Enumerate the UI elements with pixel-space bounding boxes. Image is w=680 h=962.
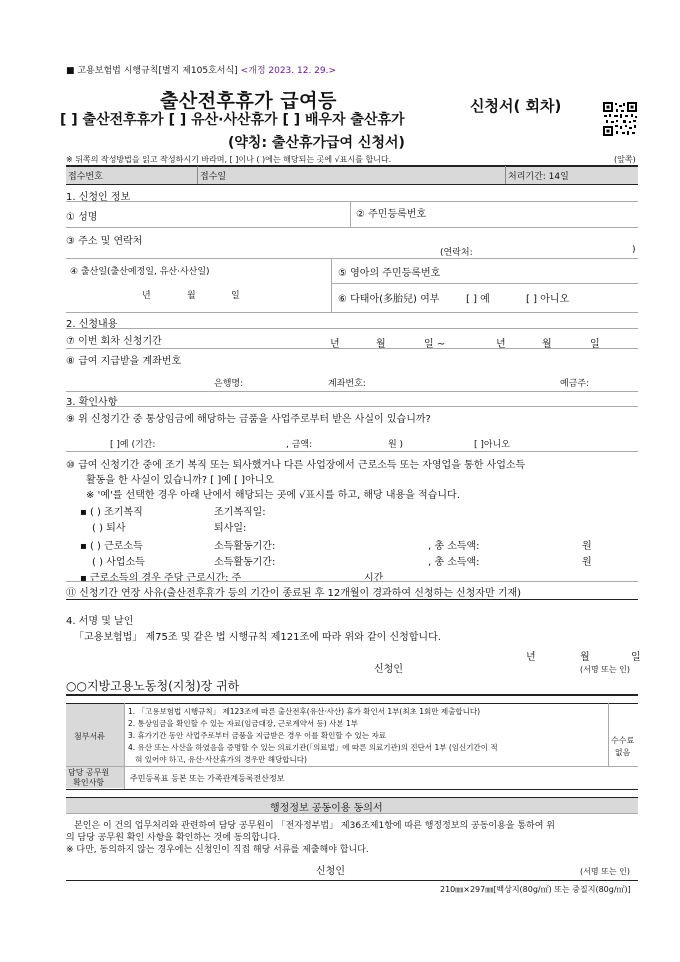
weekly-hours-label[interactable]: ▪ 근로소득의 경우 주당 근로시간: 주 <box>80 573 242 584</box>
multi-no-checkbox[interactable]: [ ] 아니오 <box>526 294 570 305</box>
period-month-to[interactable]: 월 <box>542 339 552 350</box>
divider <box>350 201 351 227</box>
title-sub: [ ] 출산전후휴가 [ ] 유산·사산휴가 [ ] 배우자 출산휴가 <box>60 112 405 128</box>
attachments-label: 첨부서류 <box>74 732 105 741</box>
rule <box>66 789 638 790</box>
biz-income-checkbox[interactable]: ( ) 사업소득 <box>92 557 145 568</box>
q10-text-line1: ⑩ 급여 신청기간 중에 조기 복직 또는 퇴사했거나 다른 사업장에서 근로소득 또는 자영업을 통한 사업소득 <box>66 460 526 471</box>
rule <box>66 406 638 407</box>
early-return-checkbox[interactable]: ▪ ( ) 조기복직 <box>80 507 143 518</box>
rule <box>331 283 638 284</box>
resign-checkbox[interactable]: ( ) 퇴사 <box>92 523 126 534</box>
rule <box>66 703 638 704</box>
consent-line1: 본인은 이 건의 업무처리와 관련하여 담당 공무원이 「전자정부법」 제36조제1항에 따른 행정정보의 공동이용을 통하여 위 <box>74 821 555 831</box>
attachment-item: 2. 통상임금을 확인할 수 있는 자료(임금대장, 근로계약서 등) 사본 1부 <box>128 719 358 728</box>
address-label[interactable]: ③ 주소 및 연락처 <box>66 236 143 247</box>
front-label: (앞쪽) <box>614 155 636 164</box>
contact-label[interactable]: (연락처: <box>440 248 473 258</box>
rule <box>66 813 638 814</box>
consent-line2: 의 담당 공무원 확인 사항을 확인하는 것에 동의합니다. <box>66 833 281 843</box>
labor-income-total[interactable]: , 총 소득액: <box>428 541 480 552</box>
statement: 「고용보험법」 제75조 및 같은 법 시행규칙 제121조에 따라 위와 같이 신청합니다. <box>74 632 441 643</box>
rule <box>66 391 638 392</box>
baby-rrn-label[interactable]: ⑤ 영아의 주민등록번호 <box>338 268 441 279</box>
apply-label: 신청서( 회차) <box>470 97 562 115</box>
account-number-field[interactable]: 계좌번호: <box>328 379 366 389</box>
signature-field[interactable]: (서명 또는 인) <box>580 665 630 674</box>
form-reference <box>66 63 336 76</box>
q9-won: 원 ) <box>388 440 404 450</box>
period-month-from[interactable]: 월 <box>376 339 386 350</box>
sign-month[interactable]: 월 <box>580 652 590 663</box>
fee-info <box>611 735 634 759</box>
rule <box>66 599 638 600</box>
multi-yes-checkbox[interactable]: [ ] 예 <box>466 294 490 305</box>
birth-label[interactable]: ④ 출산일(출산예정일, 유산·사산일) <box>70 267 210 277</box>
birth-year: 년 <box>142 291 151 301</box>
title-alias: (약칭: 출산휴가급여 신청서) <box>228 135 405 151</box>
receipt-date: 접수일 <box>200 172 227 182</box>
sign-day[interactable]: 일 <box>631 652 641 663</box>
q9-text: ⑨ 위 신청기간 중 통상임금에 해당하는 금품을 사업주로부터 받은 사실이 있습니까? <box>66 414 431 425</box>
official-text: 주민등록표 등본 또는 가족관계등록전산정보 <box>130 774 285 783</box>
form-ref-text: ■ 고용보험법 시행규칙[별지 제105호서식] <box>66 66 238 76</box>
section3-title: 3. 확인사항 <box>66 397 118 408</box>
paper-spec: 210㎜×297㎜[백상지(80g/㎡) 또는 중질지(80g/㎡)] <box>440 885 631 894</box>
weekly-hours-unit: 시간 <box>364 573 384 584</box>
rule <box>66 258 638 259</box>
section2-title: 2. 신청내용 <box>66 319 118 330</box>
birth-day: 일 <box>231 291 240 301</box>
title-main: 출산전후휴가 급여등 <box>160 90 337 112</box>
biz-income-total[interactable]: , 총 소득액: <box>428 557 480 568</box>
official-label-line1: 담당 공무원 <box>68 768 110 777</box>
fee-label: 수수료 <box>611 736 635 745</box>
account-holder-field[interactable]: 예금주: <box>560 379 590 389</box>
sign-year[interactable]: 년 <box>526 652 536 663</box>
rule <box>66 797 638 798</box>
section1-title: 1. 신청인 정보 <box>66 192 131 203</box>
labor-income-won: 원 <box>582 541 592 552</box>
resign-date[interactable]: 퇴사일: <box>214 523 247 534</box>
q9-yes-checkbox[interactable]: [ ]예 (기간: <box>110 440 156 450</box>
fee-value: 없음 <box>614 748 631 757</box>
top-rule <box>66 165 638 167</box>
rule <box>66 880 638 881</box>
attachment-item: 4. 유산 또는 사산을 하였음을 증명할 수 있는 의료기관(「의료법」에 따른 의료기관)의 진단서 1부 (임신기간이 적 <box>128 743 498 752</box>
processing-period: 처리기간: 14일 <box>508 172 569 182</box>
attachment-item: 1. 「고용보험법 시행규칙」 제123조에 따른 출산전후(유산·사산) 휴가 확인서 1부(최초 1회만 제출합니다) <box>128 707 481 716</box>
consent-applicant: 신청인 <box>316 866 345 877</box>
rule <box>66 201 638 202</box>
divider <box>331 258 332 312</box>
q9-amount-field[interactable]: , 금액: <box>286 440 313 450</box>
qr-code-icon <box>602 101 638 137</box>
consent-line3: ※ 다만, 동의하지 않는 경우에는 신청인이 직접 해당 서류를 제출해야 합니다. <box>66 845 369 855</box>
official-label <box>68 768 109 788</box>
receipt-number: 접수번호 <box>68 172 103 182</box>
rule <box>66 328 638 329</box>
period-label: ⑦ 이번 회차 신청기간 <box>66 336 162 347</box>
q11-text[interactable]: ⑪ 신청기간 연장 사유(출산전후휴가 등의 기간이 종료된 후 12개월이 경과하여 신청하는 신청자만 기재) <box>66 588 522 599</box>
attachment-item: 3. 휴가기간 동안 사업주로부터 금품을 지급받은 경우 이를 확인할 수 있는 자료 <box>128 731 386 740</box>
q10-text-line2[interactable]: 활동을 한 사실이 있습니까? [ ]예 [ ]아니오 <box>86 475 275 486</box>
name-label[interactable]: ① 성명 <box>66 212 98 223</box>
period-day-to[interactable]: 일 <box>590 339 600 350</box>
period-year-from[interactable]: 년 <box>330 339 340 350</box>
divider <box>197 166 198 184</box>
multi-birth-label: ⑥ 다태아(多胎兒) 여부 <box>338 294 440 305</box>
account-label: ⑧ 급여 지급받을 계좌번호 <box>66 356 182 367</box>
revision-date: <개정 2023. 12. 29.> <box>240 66 337 76</box>
labor-income-checkbox[interactable]: ▪ ( ) 근로소득 <box>80 541 143 552</box>
recipient: ○○지방고용노동청(지청)장 귀하 <box>66 679 240 693</box>
bank-name-field[interactable]: 은행명: <box>214 379 244 389</box>
divider <box>505 166 506 184</box>
labor-income-period[interactable]: 소득활동기간: <box>214 541 276 552</box>
rule <box>66 581 638 582</box>
q10-note: ※ '예'를 선택한 경우 아래 난에서 해당되는 곳에 √표시를 하고, 해당 내용을 적습니다. <box>86 490 460 501</box>
rule <box>66 766 638 767</box>
notice-text: ※ 뒤쪽의 작성방법을 읽고 작성하시기 바라며, [ ]이나 ( )에는 해당되는 곳에 √표시를 합니다. <box>66 155 392 164</box>
q9-no-checkbox[interactable]: [ ]아니오 <box>474 440 510 450</box>
biz-income-period[interactable]: 소득활동기간: <box>214 557 276 568</box>
rule <box>66 694 638 696</box>
section4-title: 4. 서명 및 날인 <box>66 616 134 627</box>
period-year-to[interactable]: 년 <box>496 339 506 350</box>
early-return-date[interactable]: 조기복직일: <box>214 507 266 518</box>
consent-signature-field[interactable]: (서명 또는 인) <box>580 867 630 876</box>
rule <box>66 184 638 185</box>
divider <box>124 703 125 789</box>
rule <box>66 312 638 313</box>
period-day-from[interactable]: 일 ~ <box>424 339 446 350</box>
rrn-label[interactable]: ② 주민등록번호 <box>356 209 427 220</box>
applicant-label: 신청인 <box>374 664 403 675</box>
attachments-list <box>128 706 498 766</box>
attachment-item: 혀 있어야 하고, 유산·사산휴가의 경우만 해당합니다) <box>128 755 307 764</box>
official-label-line2: 확인사항 <box>73 778 105 787</box>
consent-title: 행정정보 공동이용 동의서 <box>270 803 383 814</box>
contact-close: ) <box>632 245 636 255</box>
rule <box>66 451 638 452</box>
biz-income-won: 원 <box>582 557 592 568</box>
birth-month: 월 <box>187 291 196 301</box>
rule <box>66 348 638 349</box>
divider <box>608 703 609 767</box>
rule <box>66 227 638 228</box>
